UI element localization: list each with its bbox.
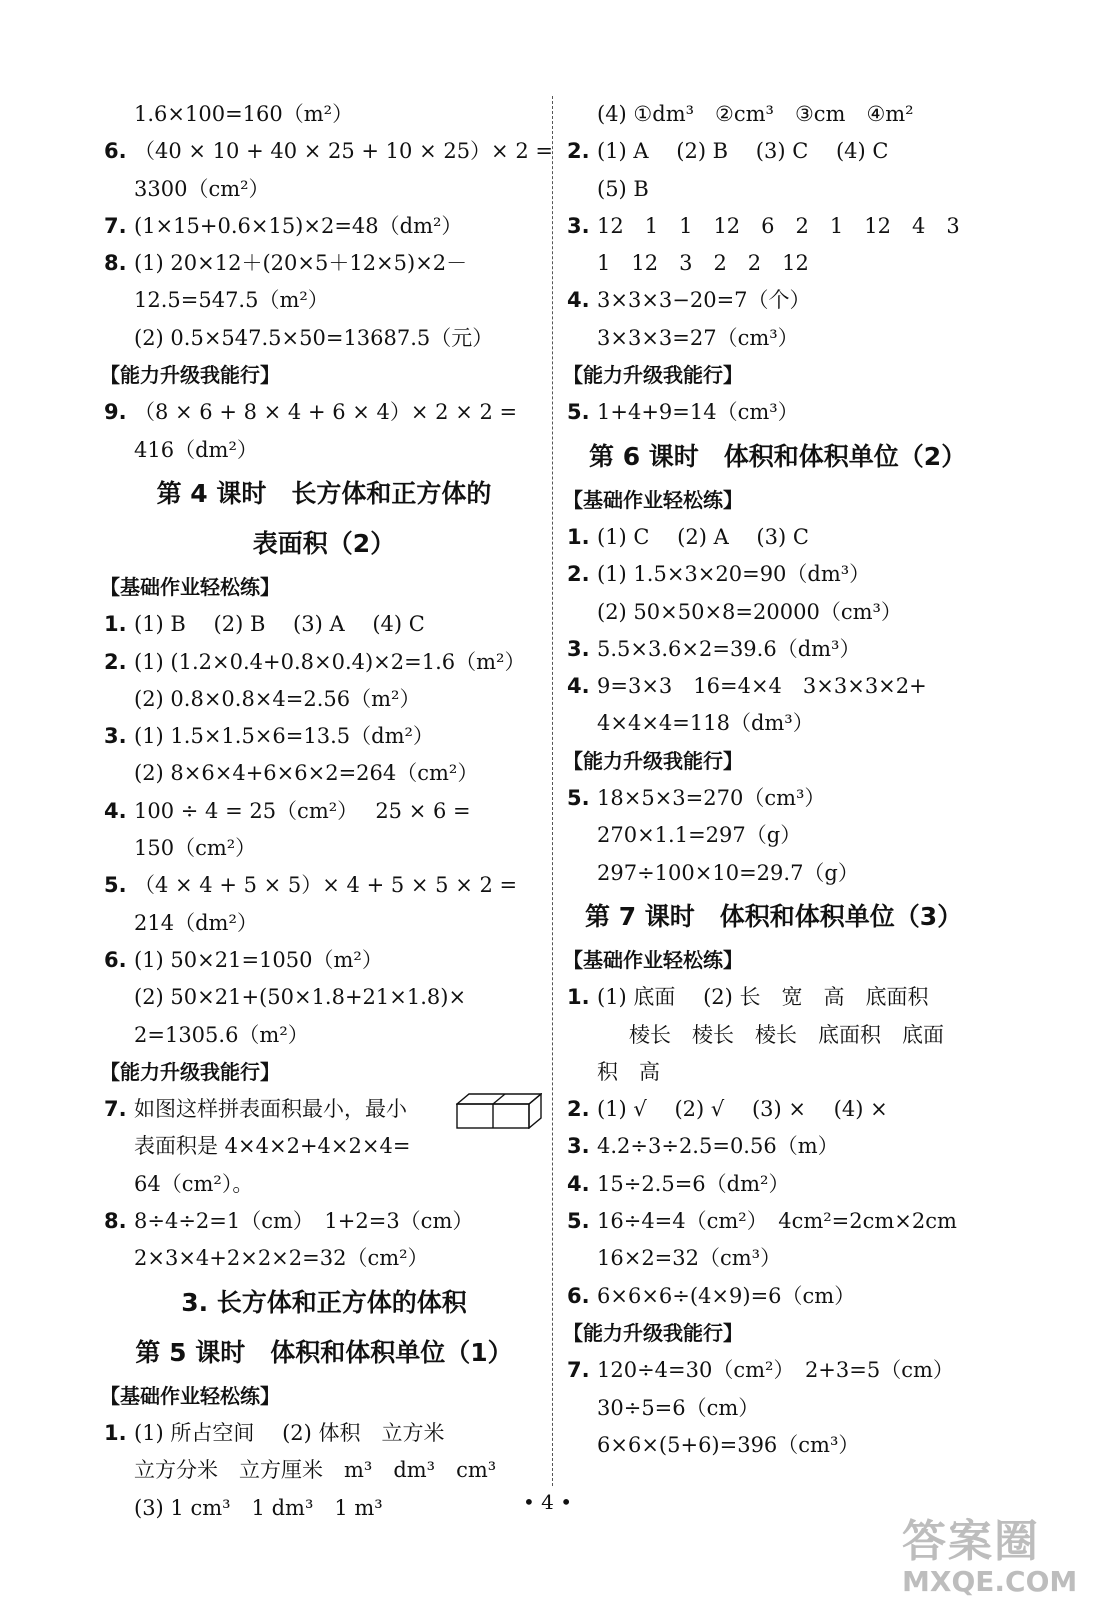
answer-text: 8÷4÷2=1（cm） 1+2=3（cm） [134, 1209, 474, 1234]
answer-line: 416（dm²） [134, 437, 258, 462]
answer-line: 表面积是 4×4×2+4×2×4= [134, 1134, 411, 1159]
item-number: 1. [104, 612, 127, 637]
answer-item-4c [567, 1166, 1007, 1203]
item-number: 3. [567, 636, 590, 661]
answer-item-5c [567, 1203, 1007, 1240]
right-column [563, 96, 1007, 1464]
answer-item-4 [567, 282, 1007, 319]
answer-item-3c [567, 1128, 1007, 1165]
answer-text: (1) C (2) A (3) C [597, 524, 809, 549]
item-number: 6. [567, 1283, 590, 1308]
item-number: 4. [104, 798, 127, 823]
item-number: 6. [104, 139, 127, 164]
section-label: 【基础作业轻松练】 [100, 574, 280, 599]
section-label: 【能力升级我能行】 [563, 1320, 743, 1345]
answer-item-7 [567, 1352, 1007, 1389]
answer-text: 12 1 1 12 6 2 1 12 4 3 [597, 213, 960, 238]
page-number: • 4 • [522, 1490, 573, 1514]
answer-text: 1+4+9=14（cm³） [597, 400, 799, 425]
section-label: 【能力升级我能行】 [563, 363, 743, 388]
answer-text: 6×6×6÷(4×9)=6（cm） [597, 1283, 856, 1308]
lesson-heading: 第 6 课时 体积和体积单位（2） [589, 441, 967, 471]
answer-item-2 [567, 133, 1007, 170]
item-number: 4. [567, 288, 590, 313]
answer-item-1c [567, 979, 1007, 1016]
item-number: 2. [104, 649, 127, 674]
answer-text: (1) 所占空间 (2) 体积 立方米 [134, 1420, 445, 1445]
answer-line: (2) 0.8×0.8×4=2.56（m²） [134, 686, 421, 711]
answer-text: 如图这样拼表面积最小，最小 [134, 1097, 407, 1122]
answer-line: 297÷100×10=29.7（g） [597, 860, 859, 885]
answer-item-5b [567, 780, 1007, 817]
answer-text: (1) 20×12＋(20×5＋12×5)×2－ [134, 251, 468, 276]
answer-line: (2) 50×21+(50×1.8+21×1.8)× [134, 985, 467, 1010]
answer-line: 150（cm²） [134, 836, 257, 861]
answer-line: 立方分米 立方厘米 m³ dm³ cm³ [134, 1458, 497, 1483]
answer-item-4 [104, 793, 544, 830]
answer-item-3 [104, 718, 544, 755]
answer-item-7b [104, 1091, 544, 1128]
answer-line: 3×3×3=27（cm³） [597, 325, 799, 350]
answer-text: (1) 1.5×1.5×6=13.5（dm²） [134, 724, 434, 749]
item-number: 7. [104, 213, 127, 238]
answer-line: 6×6×(5+6)=396（cm³） [597, 1432, 860, 1457]
answer-line: (4) ①dm³ ②cm³ ③cm ④m² [597, 102, 914, 126]
item-number: 3. [567, 213, 590, 238]
answer-line: (2) 8×6×4+6×6×2=264（cm²） [134, 761, 479, 786]
item-number: 2. [567, 139, 590, 164]
answer-item-1b [104, 1415, 544, 1452]
lesson-heading: 第 5 课时 体积和体积单位（1） [135, 1337, 513, 1367]
answer-item-8 [104, 245, 544, 282]
answer-text: (1) 底面 (2) 长 宽 高 底面积 [597, 985, 929, 1010]
section-label: 【能力升级我能行】 [100, 1059, 280, 1084]
item-number: 5. [567, 400, 590, 425]
answer-text: 4.2÷3÷2.5=0.56（m） [597, 1134, 839, 1159]
answer-line: (2) 50×50×8=20000（cm³） [597, 599, 902, 624]
answer-item-1 [567, 519, 1007, 556]
item-number: 2. [567, 1097, 590, 1122]
answer-text: （40 × 10 + 40 × 25 + 10 × 25）× 2 = [134, 139, 553, 164]
answer-item-1 [104, 606, 544, 643]
answer-line: 棱长 棱长 棱长 底面积 底面 [629, 1022, 944, 1047]
answer-line: 16×2=32（cm³） [597, 1246, 782, 1271]
answer-item-3b [567, 631, 1007, 668]
item-number: 9. [104, 400, 127, 425]
answer-line: 2=1305.6（m²） [134, 1022, 309, 1047]
item-number: 4. [567, 674, 590, 699]
answer-line: (5) B [597, 176, 649, 201]
answer-item-6 [567, 1278, 1007, 1315]
answer-item-4b [567, 668, 1007, 705]
answer-text: 18×5×3=270（cm³） [597, 786, 826, 811]
answer-text: (1) B (2) B (3) A (4) C [134, 612, 425, 637]
item-number: 8. [104, 1209, 127, 1234]
answer-text: 5.5×3.6×2=39.6（dm³） [597, 636, 861, 661]
answer-item-8b [104, 1203, 544, 1240]
answer-text: 9=3×3 16=4×4 3×3×3×2+ [597, 674, 927, 699]
item-number: 7. [104, 1097, 127, 1122]
answer-text: 16÷4=4（cm²） 4cm²=2cm×2cm [597, 1209, 957, 1234]
answer-item-5 [567, 394, 1007, 431]
answer-text: 15÷2.5=6（dm²） [597, 1171, 790, 1196]
answer-line: (3) 1 cm³ 1 dm³ 1 m³ [134, 1495, 383, 1520]
section-label: 【基础作业轻松练】 [563, 487, 743, 512]
answer-line: 4×4×4=118（dm³） [597, 711, 814, 736]
answer-text: (1) √ (2) √ (3) × (4) × [597, 1097, 888, 1122]
item-number: 6. [104, 947, 127, 972]
answer-line: 2×3×4+2×2×2=32（cm²） [134, 1246, 429, 1271]
section-label: 【基础作业轻松练】 [100, 1383, 280, 1408]
answer-text: (1) 1.5×3×20=90（dm³） [597, 562, 871, 587]
answer-line: 12.5=547.5（m²） [134, 288, 329, 313]
answer-line: 1.6×100=160（m²） [134, 102, 354, 126]
item-number: 5. [104, 873, 127, 898]
answer-item-9 [104, 394, 544, 431]
answer-line: 3300（cm²） [134, 176, 270, 201]
answer-text: （8 × 6 + 8 × 4 + 6 × 4）× 2 × 2 = [134, 400, 518, 425]
item-number: 1. [104, 1420, 127, 1445]
answer-item-7 [104, 208, 544, 245]
watermark-url: MXQE.COM [902, 1565, 1078, 1598]
stacked-cuboid-figure [456, 1093, 542, 1129]
answer-text: (1) A (2) B (3) C (4) C [597, 139, 889, 164]
section-label: 【基础作业轻松练】 [563, 947, 743, 972]
left-column [100, 96, 553, 1527]
item-number: 3. [567, 1134, 590, 1159]
answer-text: （4 × 4 + 5 × 5）× 4 + 5 × 5 × 2 = [134, 873, 518, 898]
answer-line: 30÷5=6（cm） [597, 1395, 760, 1420]
answer-text: (1) (1.2×0.4+0.8×0.4)×2=1.6（m²） [134, 649, 526, 674]
answer-item-6b [104, 942, 544, 979]
item-number: 3. [104, 724, 127, 749]
answer-text: 120÷4=30（cm²） 2+3=5（cm） [597, 1358, 954, 1383]
answer-item-3 [567, 208, 1007, 245]
item-number: 2. [567, 562, 590, 587]
answer-line: (2) 0.5×547.5×50=13687.5（元） [134, 325, 494, 350]
answer-item-2c [567, 1091, 1007, 1128]
answer-text: 3×3×3−20=7（个） [597, 288, 811, 313]
lesson-heading: 第 4 课时 长方体和正方体的 [156, 478, 492, 508]
answer-line: 270×1.1=297（g） [597, 823, 802, 848]
item-number: 1. [567, 985, 590, 1010]
column-divider [552, 96, 553, 1486]
item-number: 4. [567, 1171, 590, 1196]
answer-item-2 [104, 644, 544, 681]
section-label: 【能力升级我能行】 [100, 363, 280, 388]
answer-line: 积 高 [597, 1059, 660, 1084]
watermark-logo-text: 答案圈 [902, 1516, 1040, 1567]
answer-line: 214（dm²） [134, 910, 258, 935]
answer-text: (1×15+0.6×15)×2=48（dm²） [134, 213, 463, 238]
section-label: 【能力升级我能行】 [563, 748, 743, 773]
answer-line: 1 12 3 2 2 12 [597, 251, 809, 276]
lesson-heading-cont: 表面积（2） [252, 528, 396, 558]
item-number: 8. [104, 251, 127, 276]
answer-text: 100 ÷ 4 = 25（cm²） 25 × 6 = [134, 798, 471, 823]
answer-line: 64（cm²）。 [134, 1171, 254, 1196]
answer-item-6 [104, 133, 553, 170]
answer-text: (1) 50×21=1050（m²） [134, 947, 383, 972]
item-number: 7. [567, 1358, 590, 1383]
item-number: 5. [567, 1209, 590, 1234]
answer-item-2b [567, 556, 1007, 593]
watermark-logo [902, 1505, 1082, 1598]
answer-item-5 [104, 867, 544, 904]
item-number: 5. [567, 786, 590, 811]
chapter-heading: 3. 长方体和正方体的体积 [181, 1287, 467, 1317]
item-number: 1. [567, 524, 590, 549]
lesson-heading: 第 7 课时 体积和体积单位（3） [585, 901, 963, 931]
